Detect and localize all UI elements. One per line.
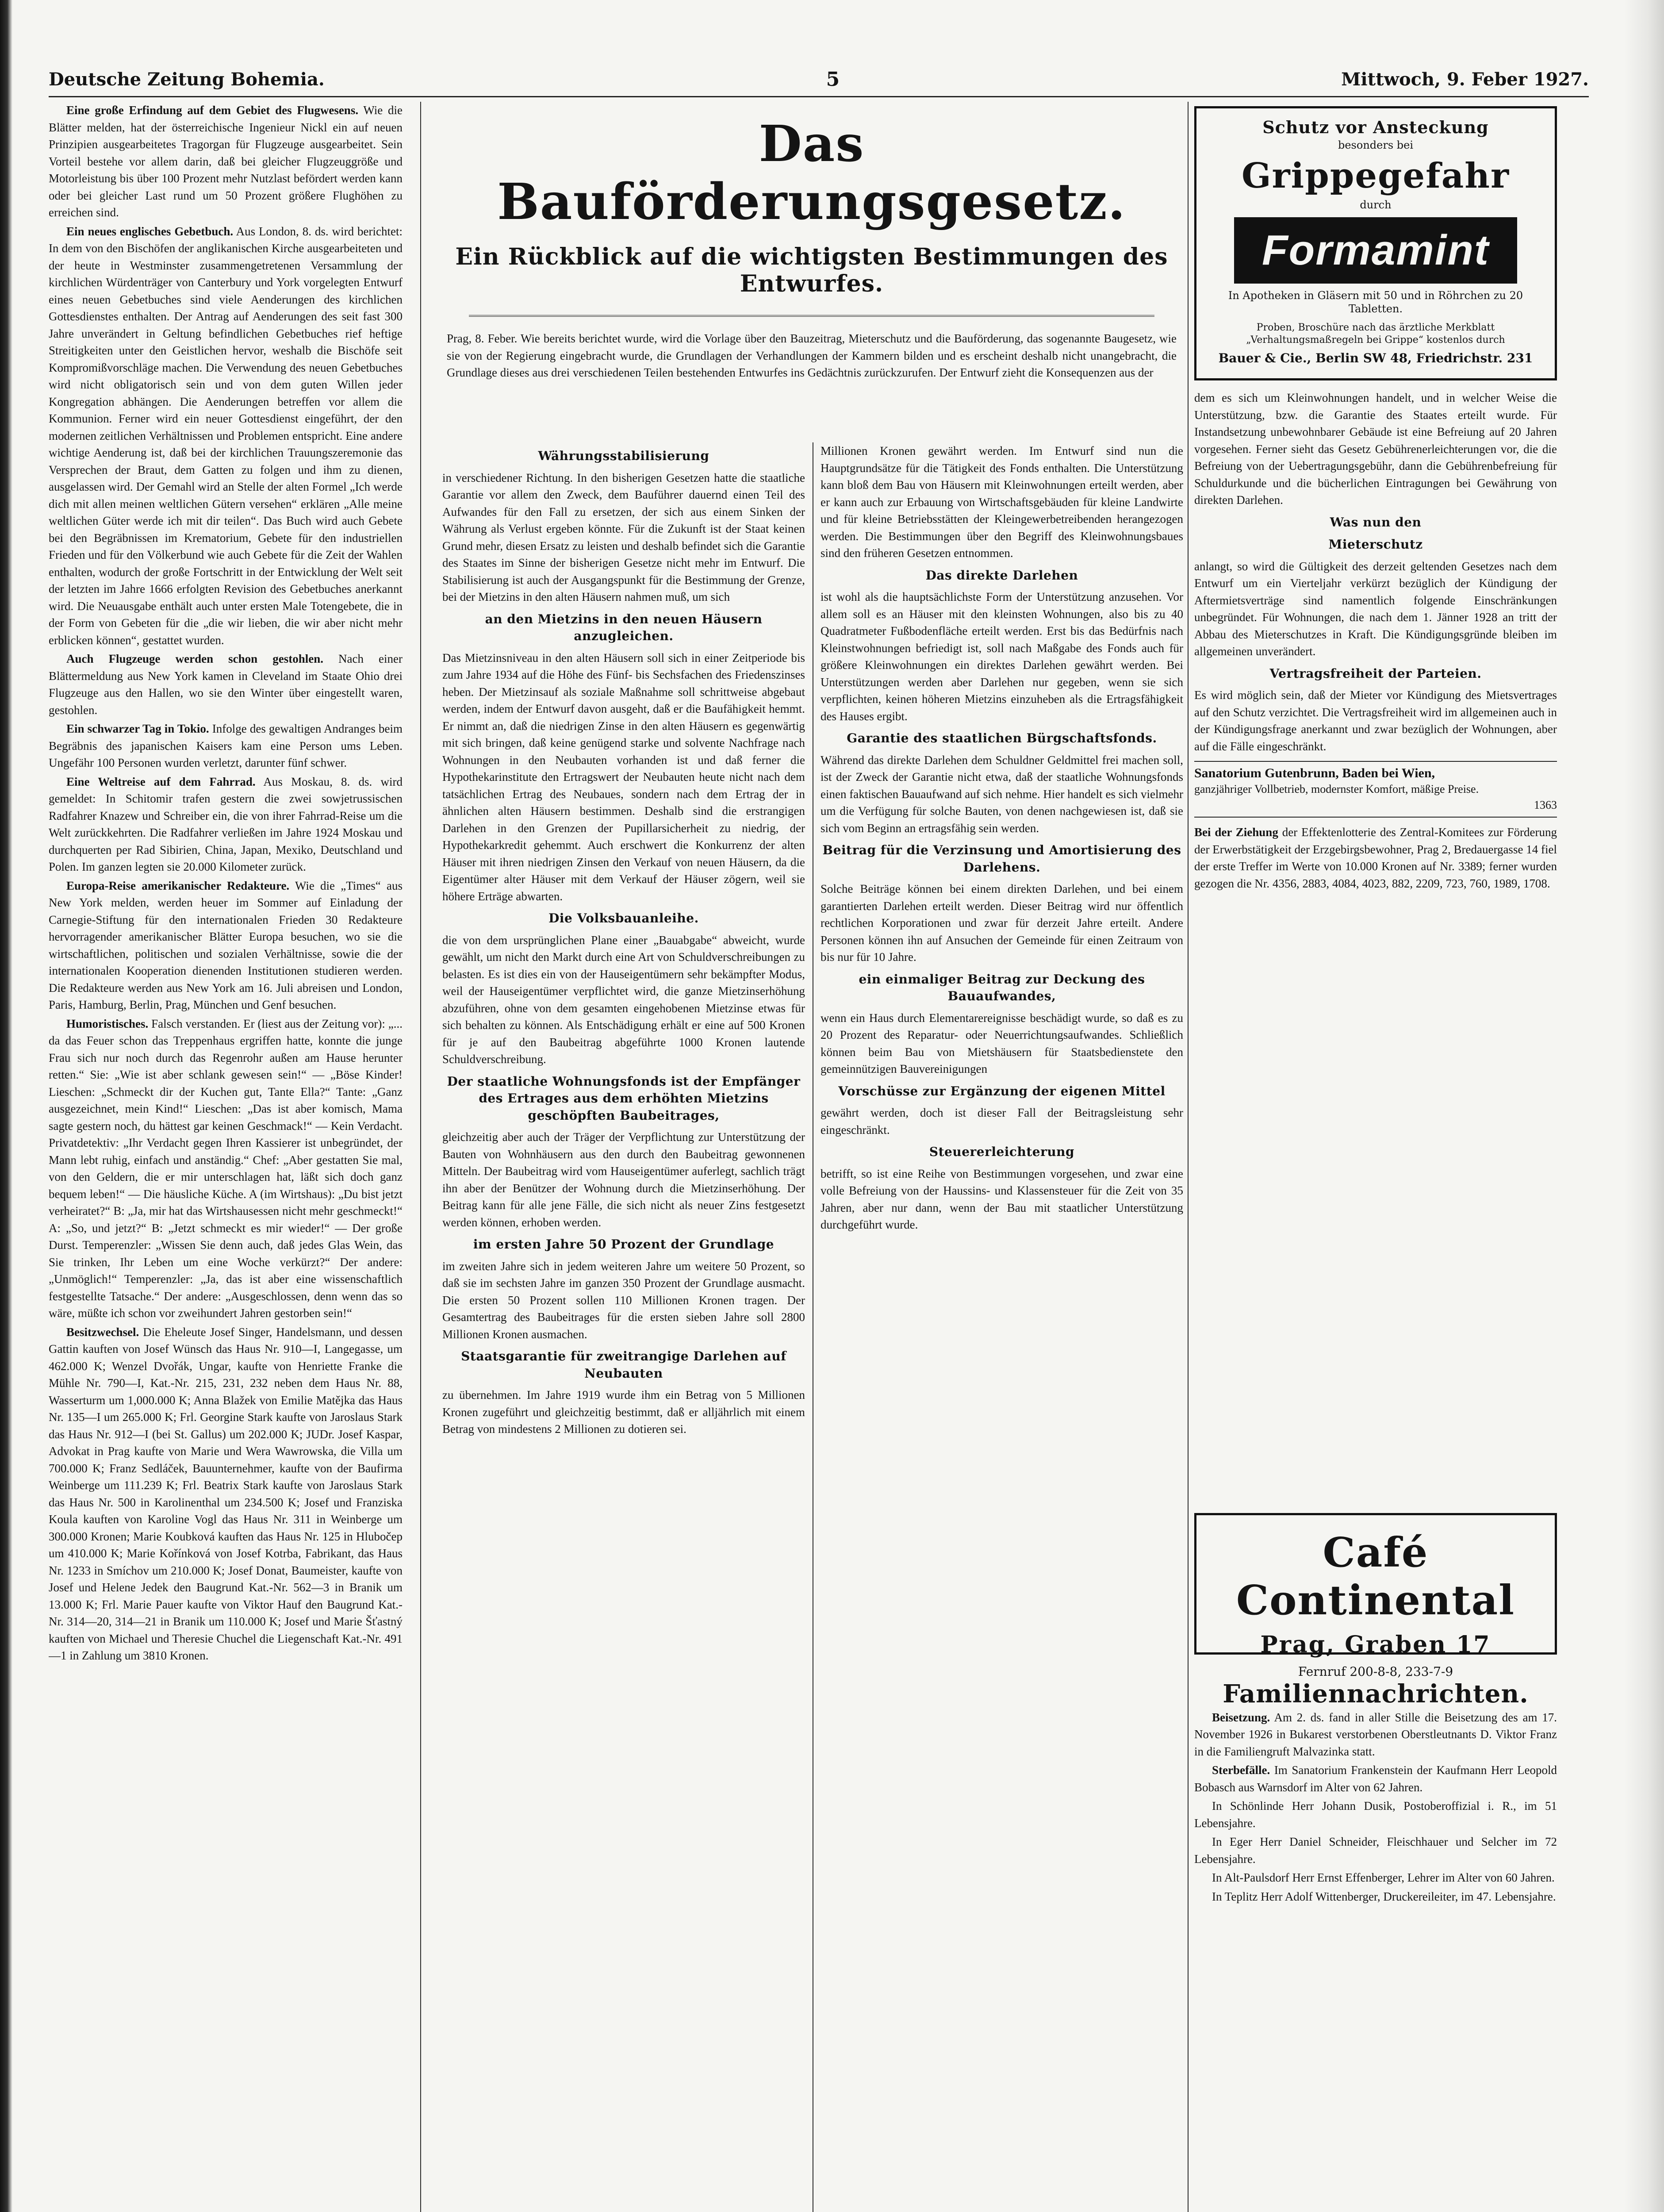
news-brief	[49, 102, 403, 221]
news-brief-lead: Auch Flugzeuge werden schon gestohlen.	[66, 652, 323, 665]
family-notice	[1194, 1709, 1557, 1760]
family-news-heading: Familiennachrichten.	[1223, 1679, 1529, 1709]
family-notice	[1194, 1888, 1557, 1905]
article-headline-block	[442, 106, 1181, 434]
section-heading: an den Mietzins in den neuen Häusern anzugleichen.	[485, 611, 763, 643]
news-brief	[49, 223, 403, 649]
column-news-briefs	[49, 102, 403, 2212]
column-article-part-3-body	[1194, 389, 1557, 755]
section-text: dem es sich um Kleinwohnungen handelt, und in welcher Weise die Unterstützung, bzw. die Garantie des Staates erteilt wurde. Für Instandsetzung unbewohnbarer Gebäude ist eine Befreiung auf 20 Jahren vorgesehen. Ferner sieht das Gesetz Gebührenerleichterungen vor, die die Befreiung von der Uebertragungsgebühr, dann die Gebührenbefreiung für Schuldurkunde und die bücherlichen Eintragungen bei Gewährung von direkten Darlehen.	[1194, 391, 1557, 507]
news-brief	[49, 773, 403, 876]
news-brief-lead: Humoristisches.	[66, 1017, 149, 1030]
news-brief-lead: Ein neues englisches Gebetbuch.	[66, 224, 234, 238]
section-heading: Vorschüsse zur Ergänzung der eigenen Mittel	[838, 1083, 1166, 1098]
section-text: gewährt werden, doch ist dieser Fall der Beitragsleistung sehr eingeschränkt.	[820, 1106, 1183, 1137]
column-article-part-2	[820, 442, 1183, 2212]
family-news-items	[1194, 1709, 1557, 1905]
section-text: im zweiten Jahre sich in jedem weiteren Jahre um weitere 50 Prozent, so daß sie im sechsten Jahre im ganzen 350 Prozent der Grundlage ausmacht. Die ersten 50 Prozent sollen 110 Millionen Kronen tragen. Der Gesamtertrag des Baubeitrages für die ersten sieben Jahre soll 2800 Millionen Kronen ausmachen.	[442, 1259, 805, 1341]
section-text: betrifft, so ist eine Reihe von Bestimmungen vorgesehen, und zwar eine volle Befreiung von der Haussins- und Klassensteuer für die Zeit von 35 Jahren, aber nur dann, wenn der Bau mit staatlicher Unterstützung durchgeführt wurde.	[820, 1167, 1183, 1231]
sanatorium-advertisement	[1194, 761, 1557, 818]
news-brief-lead: Eine große Erfindung auf dem Gebiet des Flugwesens.	[66, 104, 359, 117]
family-notice-text: Im Sanatorium Frankenstein der Kaufmann Herr Leopold Bobasch aus Warnsdorf im Alter von 62 Jahren.	[1194, 1763, 1557, 1794]
cafe-phone: Fernruf 200-8-8, 233-7-9	[1298, 1664, 1453, 1679]
news-brief-text: Infolge des gewaltigen Andranges beim Begräbnis des japanischen Kaisers kam eine Person ums Leben. Ungefähr 100 Personen wurden verletzt, darunter fünf schwer.	[49, 722, 403, 769]
news-brief	[49, 1324, 403, 1664]
news-brief-text: Aus Moskau, 8. ds. wird gemeldet: In Schitomir trafen gestern die zwei sowjetrussischen Radfahrer Knazew und Schreiber ein, die von ihrer Fahrrad-Reise um die Welt zurückkehrten. Die Radfahrer verließen im Jahre 1924 Moskau und durchquerten per Rad Sibirien, China, Japan, Mexiko, Deutschland und Polen. Im ganzen legten sie 20.000 Kilometer zurück.	[49, 775, 403, 873]
cafe-address: Prag, Graben 17	[1260, 1631, 1491, 1658]
family-notice-text: Am 2. ds. fand in aller Stille die Beisetzung des am 17. November 1926 in Bukarest verstorbenen Oberstleutnants D. Viktor Franz in die Familiengruft Malvazinka statt.	[1194, 1710, 1557, 1758]
column-article-part-1	[442, 442, 805, 2212]
section-heading: Staatsgarantie für zweitrangige Darlehen auf Neubauten	[461, 1349, 786, 1381]
family-notice-lead: Beisetzung.	[1212, 1710, 1270, 1724]
section-heading: ein einmaliger Beitrag zur Deckung des Bauaufwandes,	[859, 972, 1145, 1003]
news-brief-lead: Eine Weltreise auf dem Fahrrad.	[66, 775, 256, 788]
family-notice-text: In Alt-Paulsdorf Herr Ernst Effenberger, Lehrer im Alter von 60 Jahren.	[1212, 1871, 1555, 1884]
ad-formamint-address: Bauer & Cie., Berlin SW 48, Friedrichstr. 231	[1218, 351, 1533, 365]
news-brief-text: Aus London, 8. ds. wird berichtet: In dem von den Bischöfen der anglikanischen Kirche ausgearbeiteten und der heute in Westminster zusammengetretenen Versammlung der kirchlichen Würdenträger von Canterbury und York vorgelegten Entwurf eines neuen Gebetbuches sind viele Aenderungen des kirchlichen Gottesdienstes enthalten. Der Antrag auf Aenderungen des seit fast 300 Jahre unverändert in Geltung befindlichen Gebetbuches rief heftige Streitigkeiten unter den Geistlichen hervor, weshalb die Bischöfe seit Kompromißvorschläge machen. Die Verwendung des neuen Gebetbuches wird nicht obligatorisch sein und von dem guten Willen jeder Kongregation abhängen. Die Aenderungen betreffen vor allem die Kommunion. Ferner wird ein neuer Gottesdienst eingeführt, der den modernen zeitlichen Verhältnissen und Problemen entspricht. Eine andere wichtige Aenderung ist, daß bei der kirchlichen Trauungszeremonie das Versprechen der Braut, dem Gatten zu folgen und ihm zu dienen, ausgelassen wird. Der Gemahl wird an Stelle der alten Formel „Ich werde dich mit allen meinen weltlichen Gütern versehen“ erklären „Alle meine weltlichen Güter werde ich mit dir teilen“. Das Buch wird auch Gebete bei den Begräbnissen im Krematorium, Gebete für den industriellen Frieden und für den Völkerbund wie auch Gebete für die Zeit der Wahlen enthalten, wodurch der große Fortschritt in der Entwicklung der Welt seit der letzten im Jahre 1666 erfolgten Revision des Gebetbuches anerkannt wird. Die Neuausgabe enthält auch unter ersten Male Totengebete, die in der Form von Gebeten für die „die wir lieben, die wir aber nicht mehr erblicken können“, gestattet wurden.	[49, 224, 403, 647]
section-heading: Mieterschutz	[1328, 537, 1423, 552]
section-heading: Beitrag für die Verzinsung und Amortisierung des Darlehens.	[822, 843, 1181, 875]
page-number: 5	[826, 68, 840, 91]
section-text: in verschiedener Richtung. In den bisherigen Gesetzen hatte die staatliche Garantie vor allem den Zweck, dem Bauführer dauernd einen Teil des Aufwandes für den Fall zu ersetzen, der sich aus einem Sinken der Währung als Verlust ergeben könnte. Für die Zukunft ist der Staat keinen Grund mehr, diesen Ersatz zu leisten und deshalb befindet sich die Garantie des Staates im Sinne der bisherigen Gesetze nicht mehr im Entwurf. Die Stabilisierung ist auch der Ausgangspunkt für die Bestimmung der Grenze, bei der Mietzins in den alten Häusern nahmen muß, um sich	[442, 471, 805, 603]
issue-date: Mittwoch, 9. Feber 1927.	[1341, 69, 1589, 90]
page-right-edge	[1624, 0, 1664, 2212]
news-brief	[49, 1015, 403, 1322]
column-divider	[420, 102, 421, 2212]
running-head	[49, 66, 1589, 97]
lottery-lead: Bei der Ziehung	[1194, 826, 1278, 839]
news-brief-lead: Besitzwechsel.	[66, 1325, 139, 1339]
formamint-logo: Formamint	[1234, 217, 1517, 284]
page-left-edge	[0, 0, 12, 2212]
ad-formamint-line1: Schutz vor Ansteckung	[1262, 117, 1489, 137]
family-notice	[1194, 1833, 1557, 1867]
section-text: Millionen Kronen gewährt werden. Im Entwurf sind nun die Hauptgrundsätze für die Tätigkeit des Fonds enthalten. Die Unterstützung kann bloß dem Bau von Häusern mit Kleinwohnungen erteilt werden, aber er kann auch zur Erbauung von Wirtschaftsgebäuden für kleine Landwirte und für kleine Betriebsstätten der Kleingewerbetreibenden herangezogen werden. Die Bestimmungen über den Begriff des Kleinwohnungsbaues sind den früheren Gesetzen entnommen.	[820, 444, 1183, 560]
news-brief-lead: Europa-Reise amerikanischer Redakteure.	[66, 879, 290, 892]
family-notice-text: In Teplitz Herr Adolf Wittenberger, Druckereileiter, im 47. Lebensjahre.	[1212, 1889, 1556, 1903]
section-heading: im ersten Jahre 50 Prozent der Grundlage	[473, 1237, 774, 1252]
family-notice	[1194, 1797, 1557, 1832]
sanatorium-text: ganzjähriger Vollbetrieb, modernster Komfort, mäßige Preise.	[1194, 783, 1479, 795]
family-notice	[1194, 1762, 1557, 1796]
news-brief-text: Nach einer Blättermeldung aus New York kamen in Cleveland im Staate Ohio drei Flugzeuge aus den Hallen, wo sie den Winter über eingestellt waren, gestohlen.	[49, 652, 403, 717]
ad-formamint-samples: Proben, Broschüre nach das ärztliche Merkblatt „Verhaltungsmaßregeln bei Grippe“ kostenlos durch	[1246, 322, 1505, 346]
news-brief-text: Die Eheleute Josef Singer, Handelsmann, und dessen Gattin kauften von Josef Wünsch das Haus Nr. 910—I, Langegasse, um 462.000 K; Wenzel Dvořák, Ungar, kaufte von Henriette Franke die Mühle Nr. 790—I, Kat.-Nr. 215, 231, 232 neben dem Haus Nr. 88, Wasserturm um 1,000.000 K; Anna Blažek von Emilie Matějka das Haus Nr. 135—I um 265.000 K; Frl. Georgine Stark kaufte von Jaroslaus Stark das Haus Nr. 912—I (bei St. Gallus) um 202.000 K; JUDr. Josef Kaspar, Advokat in Prag kaufte von Marie und Wera Wawrowska, die Villa um 700.000 K; Franz Sedláček, Bauunternehmer, kaufte von der Baufirma Weinberge um 111.239 K; Frl. Beatrix Stark kaufte von Jaroslaus Stark das Haus Nr. 500 in Karolinenthal um 234.500 K; Josef und Franziska Koula kauften von Karoline Vogl das Haus Nr. 311 in Weinberge um 300.000 Kronen; Marie Koubková kauften das Haus Nr. 125 in Hlubočep um 410.000 K; Marie Kořínková von Josef Kotrba, Fabrikant, das Haus Nr. 1233 in Smíchov um 210.000 K; Josef Donat, Baumeister, kaufte von Josef und Helene Jedek den Baugrund Kat.-Nr. 562—3 in Branik um 13.000 K; Frl. Marie Pauer kaufte von Viktor Hauf den Baugrund Kat.-Nr. 314—20, 314—21 in Branik um 110.000 K; Josef und Marie Šťastný kauften von Michael und Theresie Chuchel die Liegenschaft Kat.-Nr. 491—1 in Zahlung um 3810 Kronen.	[49, 1325, 403, 1662]
news-brief	[49, 650, 403, 718]
section-text: Es wird möglich sein, daß der Mieter vor Kündigung des Mietsvertrages auf den Schutz verzichtet. Die Vertragsfreiheit wird im allgemeinen auch in der Kündigungsfrage anerkannt und zwar bezüglich der Wohnungen, aber auf die Fälle eingeschränkt.	[1194, 688, 1557, 753]
section-text: ist wohl als die hauptsächlichste Form der Unterstützung anzusehen. Vor allem soll es an Häuser mit den kleinsten Wohnungen, also bis zu 40 Quadratmeter Fußbodenfläche erteilt werden. Erst bis das Bedürfnis nach Kleinstwohnungen befriedigt ist, soll nach Maßgabe des Fonds auch für größere Kleinwohnungen ein direktes Darlehen gewährt werden. Bei Unterstützungen werden aber Darlehen nur gegeben, wenn sie sich verpflichten, keinen höheren Mietzins einzuheben als die Ertragsfähigkeit des Hauses ergibt.	[820, 590, 1183, 723]
section-text: anlangt, so wird die Gültigkeit des derzeit geltenden Gesetzes nach dem Entwurf um ein Vierteljahr verkürzt bezüglich der Kündigung der Aftermietsverträge sind namentlich folgende Einschränkungen unbegründet. Für Wohnungen, die nach dem 1. Jänner 1928 an tritt der Abbau des Mieterschutzes in Kraft. Die Kündigungsgründe bleiben im allgemeinen unverändert.	[1194, 559, 1557, 658]
section-heading: Vertragsfreiheit der Parteien.	[1269, 666, 1482, 681]
section-text: wenn ein Haus durch Elementarereignisse beschädigt wurde, so daß es zu 20 Prozent des Reparatur- oder Neuerrichtungsaufwandes. Schließlich können beim Bau von Mietshäusern für Staatsbedienstete den gemeinnützigen Bauvereinigungen	[820, 1011, 1183, 1075]
headline-rule	[469, 315, 1154, 317]
ad-formamint-details: In Apotheken in Gläsern mit 50 und in Röhrchen zu 20 Tabletten.	[1228, 289, 1523, 315]
news-brief	[49, 720, 403, 772]
ad-formamint-line4: durch	[1360, 199, 1392, 211]
section-text: Während das direkte Darlehen dem Schuldner Geldmittel frei machen soll, ist der Zweck der Garantie nicht etwa, daß der staatliche Wohnungsfonds einen faktischen Bauaufwand auf sich nehme. Hier handelt es sich vielmehr um die Verfügung für solche Bauten, von denen nachgewiesen ist, daß sie sich vom Beginn an ertragsfähig sein werden.	[820, 753, 1183, 835]
article-lead: Prag, 8. Feber. Wie bereits berichtet wurde, wird die Vorlage über den Bauzeitrag, Mieterschutz und die Bauförderung, das sogenannte Baugesetz, wie sie von der Regierung eingebracht wurde, die Grundlagen der Verhandlungen der Kammern bilden und es erscheint deshalb nicht unangebracht, die Grundlage dieses aus drei verschiedenen Teilen bestehenden Entwurfes ins Gedächtnis zurückzurufen. Der Entwurf zieht die Konsequenzen aus der	[447, 332, 1177, 379]
section-heading: Währungsstabilisierung	[538, 449, 709, 463]
news-brief-text: Falsch verstanden. Er (liest aus der Zeitung vor): „... da das Feuer schon das Treppenhaus ergriffen hatte, konnte die junge Frau sich nur noch durch das Regenrohr außen am Hause herunter retten.“ Sie: „Wie ist aber schlank gewesen sein!“ — „Böse Kinder! Lieschen: „Schmeckt dir der Kuchen gut, Tante Ella?“ Tante: „Ganz ausgezeichnet, mein Kind!“ Lieschen: „Das ist aber komisch, Mama sagte gestern noch, du hättest gar keinen Geschmack!“ — Kein Verdacht. Privatdetektiv: „Ihr Verdacht gegen Ihren Kassierer ist unbegründet, der Mann lebt ruhig, einfach und anständig.“ Chef: „Aber gestatten Sie mal, von den Geldern, die er mir unterschlagen hat, läßt sich doch ganz bequem leben!“ — Die häusliche Küche. A (im Wirtshaus): „Du bist jetzt verheiratet?“ B: „Ja, mir hat das Wirtshausessen nicht mehr geschmeckt!“ A: „So, und jetzt?“ B: „Jetzt schmeckt es mir wieder!“ — Der große Durst. Temperenzler: „Wissen Sie denn auch, daß jedes Glas Wein, das Sie trinken, Ihr Leben um eine Woche verkürzt?“ Der andere: „Unmöglich!“ Temperenzler: „Ja, das ist aber eine wissenschaftlich festgestellte Tatsache.“ Der andere: „Ausgeschlossen, denn wenn das so wäre, müßte ich schon vor zweihundert Jahren gestorben sein!“	[49, 1017, 403, 1320]
column-divider	[1188, 102, 1189, 2212]
article-title: Das Bauförderungsgesetz.	[497, 115, 1126, 231]
section-text: die von dem ursprünglichen Plane einer „Bauabgabe“ abweicht, wurde gewählt, um nicht den Markt durch eine Art von Schuldverschreibungen zu belasten. Es ist dies ein von der Hauseigentümern sehr bekämpfter Modus, weil der Hauseigentümer verpflichtet wird, die ganze Mietzinserhöhung abzuführen, ohne von dem gesamten eingehobenen Mietzinse etwas für sich behalten zu können. Als Entschädigung erhält er eine auf 500 Kronen für je auf den Baubeitrag abgeführte 1000 Kronen lautende Schuldverschreibung.	[442, 933, 805, 1066]
ad-formamint-line2: besonders bei	[1338, 139, 1413, 151]
article-subtitle: Ein Rückblick auf die wichtigsten Bestimmungen des Entwurfes.	[455, 243, 1168, 297]
cafe-continental-advertisement	[1194, 1513, 1557, 1679]
news-brief-text: Wie die Blätter melden, hat der österreichische Ingenieur Nickl ein auf neuen Prinzipien ausgearbeitetes Tragorgan für Flugzeuge ausgearbeitet. Sein Vorteil bestehe vor allem darin, daß bei gleicher Flugzeuggröße und Motorleistung bis über 100 Prozent mehr Nutzlast befördert werden kann oder bei gleicher Last rund um 50 Prozent größere Flughöhen zu erreichen sind.	[49, 104, 403, 219]
family-notice	[1194, 1869, 1557, 1886]
ad-formamint-headline: Grippegefahr	[1241, 156, 1510, 196]
sanatorium-code: 1363	[1534, 799, 1557, 811]
section-heading: Die Volksbauanleihe.	[548, 911, 699, 926]
family-news-section	[1194, 1677, 1557, 2212]
section-text: Das Mietzinsniveau in den alten Häusern soll sich in einer Zeitperiode bis zum Jahre 1934 auf die Höhe des Fünf- bis Sechsfachen des Friedenszinses heben. Der Mietzinsauf als soziale Maßnahme soll schrittweise abgebaut werden, indem der Entwurf davon ausgeht, daß er die Baufähigkeit hemmt. Er nimmt an, daß die niedrigen Zinse in den alten Häusern es gegenwärtig mit sich bringen, daß keine genügend starke und solvente Nachfrage nach Wohnungen in den Neubauten vorhanden ist und daß ferner die Hypothekarinstitute den Ertragswert der Neubauten heute nicht nach dem tatsächlichen Ertrag des Neubaues, sondern nach dem Ertrag der in ähnlichen alten Häusern bestimmen. Deshalb sind die erstrangigen Darlehen in den Grenzen der Pupillarsicherheit zu niedrig, der Hypothekarkredit gehemmt. Auch erschwert die Konkurrenz der alten Häuser mit ihren niedrigen Zinsen den Verkauf von neuen Häusern, da die Eigentümer alter Häuser mit dem Verkauf der Häuser zögern, weil sie höhere Erträge abwarten.	[442, 651, 805, 903]
section-heading: Das direkte Darlehen	[925, 568, 1078, 583]
family-notice-text: In Schönlinde Herr Johann Dusik, Postoberoffizial i. R., im 51 Lebensjahre.	[1194, 1799, 1557, 1830]
news-brief-text: Wie die „Times“ aus New York melden, werden heuer im Sommer auf Einladung der Carnegie-Stiftung für den internationalen Frieden 30 Redakteure hervorragender amerikanischer Blätter Europa besuchen, wo sie die wirtschaftlichen, politischen und sozialen Verhältnisse, sowie die der internationalen Kooperation dienenden Institutionen studieren werden. Die Redakteure werden aus New York am 16. Juli abreisen und London, Paris, Hamburg, Berlin, Prag, München und Genf besuchen.	[49, 879, 403, 1011]
section-text: Solche Beiträge können bei einem direkten Darlehen, und bei einem garantierten Darlehen erteilt werden. Dieser Beitrag wird nur öffentlich rechtlichen Korporationen und zwar für derzeit Jahre erteilt. Andere Personen können ihn auf Ansuchen der Gemeinde für einen Zeitraum von bis nur für 10 Jahre.	[820, 882, 1183, 964]
newspaper-name: Deutsche Zeitung Bohemia.	[49, 69, 325, 90]
section-heading: Garantie des staatlichen Bürgschaftsfonds.	[847, 731, 1157, 745]
lottery-text: der Effektenlotterie des Zentral-Komitees zur Förderung der Erwerbstätigkeit der Erzgebirgsbewohner, Prag 2, Bredauergasse 14 fiel der erste Treffer im Werte von 10.000 Kronen auf Nr. 3389; ferner wurden gezogen die Nr. 4356, 2883, 4084, 4023, 882, 2209, 723, 760, 1989, 1708.	[1194, 826, 1557, 890]
section-heading: Steuererleichterung	[929, 1144, 1075, 1159]
family-notice-text: In Eger Herr Daniel Schneider, Fleischhauer und Selcher im 72 Lebensjahre.	[1194, 1835, 1557, 1866]
section-heading: Der staatliche Wohnungsfonds ist der Empfänger des Ertrages aus dem erhöhten Mietzins geschöpften Baubeitrages,	[447, 1074, 801, 1123]
family-notice-lead: Sterbefälle.	[1212, 1763, 1270, 1777]
section-text: zu übernehmen. Im Jahre 1919 wurde ihm ein Betrag von 5 Millionen Kronen zugeführt und gleichzeitig bestimmt, daß er alljährlich mit einem Betrag von mindestens 2 Millionen zu dotieren sei.	[442, 1388, 805, 1436]
section-text: gleichzeitig aber auch der Träger der Verpflichtung zur Unterstützung der Bauten von Wohnhäusern aus den durch den Baubeitrag gewonnenen Mitteln. Der Baubeitrag wird vom Hauseigentümer auferlegt, sachlich trägt ihn aber der Benützer der Wohnung durch die Mietzinserhöhung. Der Beitrag kann für alle jene Fälle, die sich nicht als neuer Zins festgesetzt werden können, erhoben werden.	[442, 1130, 805, 1229]
section-heading: Was nun den	[1330, 515, 1422, 530]
news-brief-lead: Ein schwarzer Tag in Tokio.	[66, 722, 209, 735]
news-brief	[49, 877, 403, 1014]
sanatorium-title: Sanatorium Gutenbrunn, Baden bei Wien,	[1194, 766, 1435, 780]
cafe-title: Café Continental	[1236, 1528, 1515, 1624]
formamint-advertisement	[1194, 106, 1557, 380]
lottery-notice	[1194, 824, 1557, 892]
